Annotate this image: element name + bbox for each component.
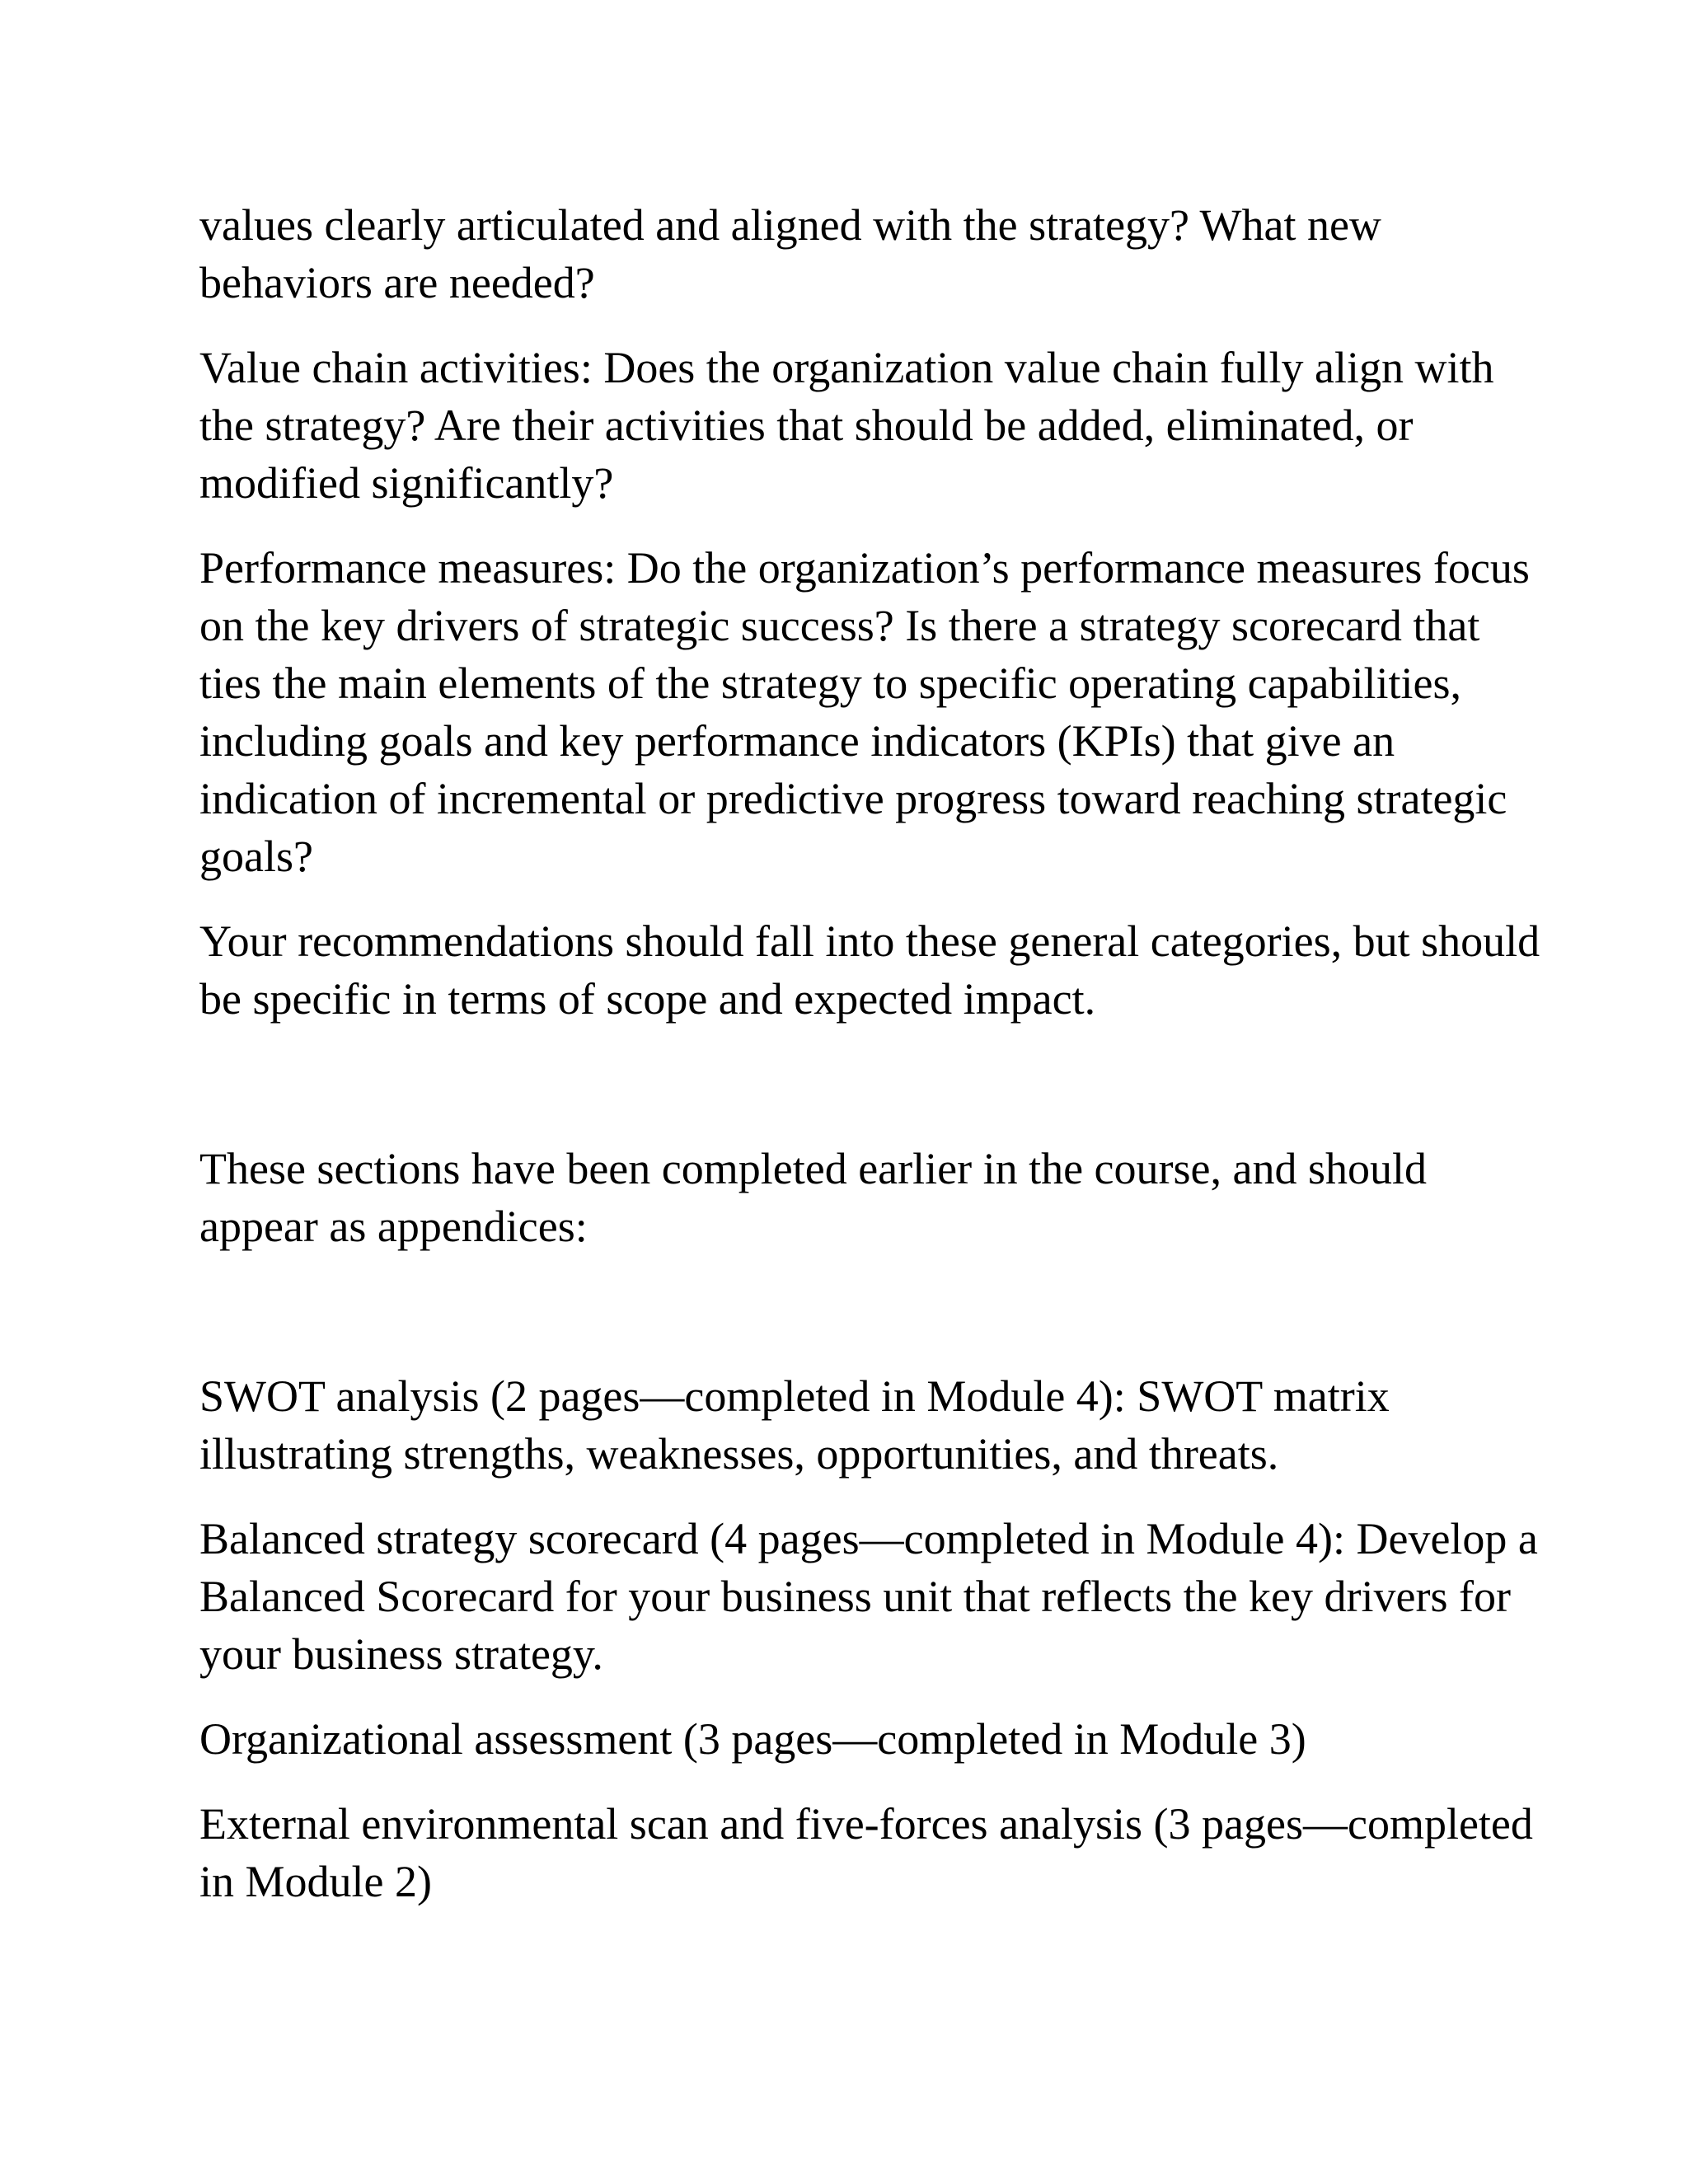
blank-line (199, 1282, 1551, 1367)
appendix-balanced-scorecard: Balanced strategy scorecard (4 pages—completed in Module 4): Develop a Balanced Scorecard for your business unit that reflects the key drivers for your business strategy. (199, 1514, 1538, 1679)
paragraph-appendices-intro: These sections have been completed earlier in the course, and should appear as appendices: (199, 1144, 1427, 1251)
paragraph-performance-measures: Performance measures: Do the organization’s performance measures focus on the key drivers of strategic success? Is there a strategy scorecard that ties the main elements of the strategy to specific operating capabilities, including goals and key performance indicators (KPIs) that give an indication of incremental or predictive progress toward reaching strategic goals? (199, 543, 1530, 881)
appendix-swot-analysis: SWOT analysis (2 pages—completed in Module 4): SWOT matrix illustrating strengths, weaknesses, opportunities, and threats. (199, 1371, 1390, 1479)
appendix-external-scan: External environmental scan and five-forces analysis (3 pages—completed in Module 2) (199, 1799, 1533, 1906)
document-body (199, 196, 1551, 1938)
paragraph-recommendations: Your recommendations should fall into these general categories, but should be specific in terms of scope and expected impact. (199, 916, 1540, 1024)
blank-line (199, 1055, 1551, 1140)
appendix-organizational-assessment: Organizational assessment (3 pages—completed in Module 3) (199, 1714, 1306, 1764)
paragraph-values-behaviors: values clearly articulated and aligned with the strategy? What new behaviors are needed? (199, 200, 1381, 307)
paragraph-value-chain-activities: Value chain activities: Does the organization value chain fully align with the strategy? Are their activities that should be added, eliminated, or modified significantly? (199, 343, 1494, 508)
